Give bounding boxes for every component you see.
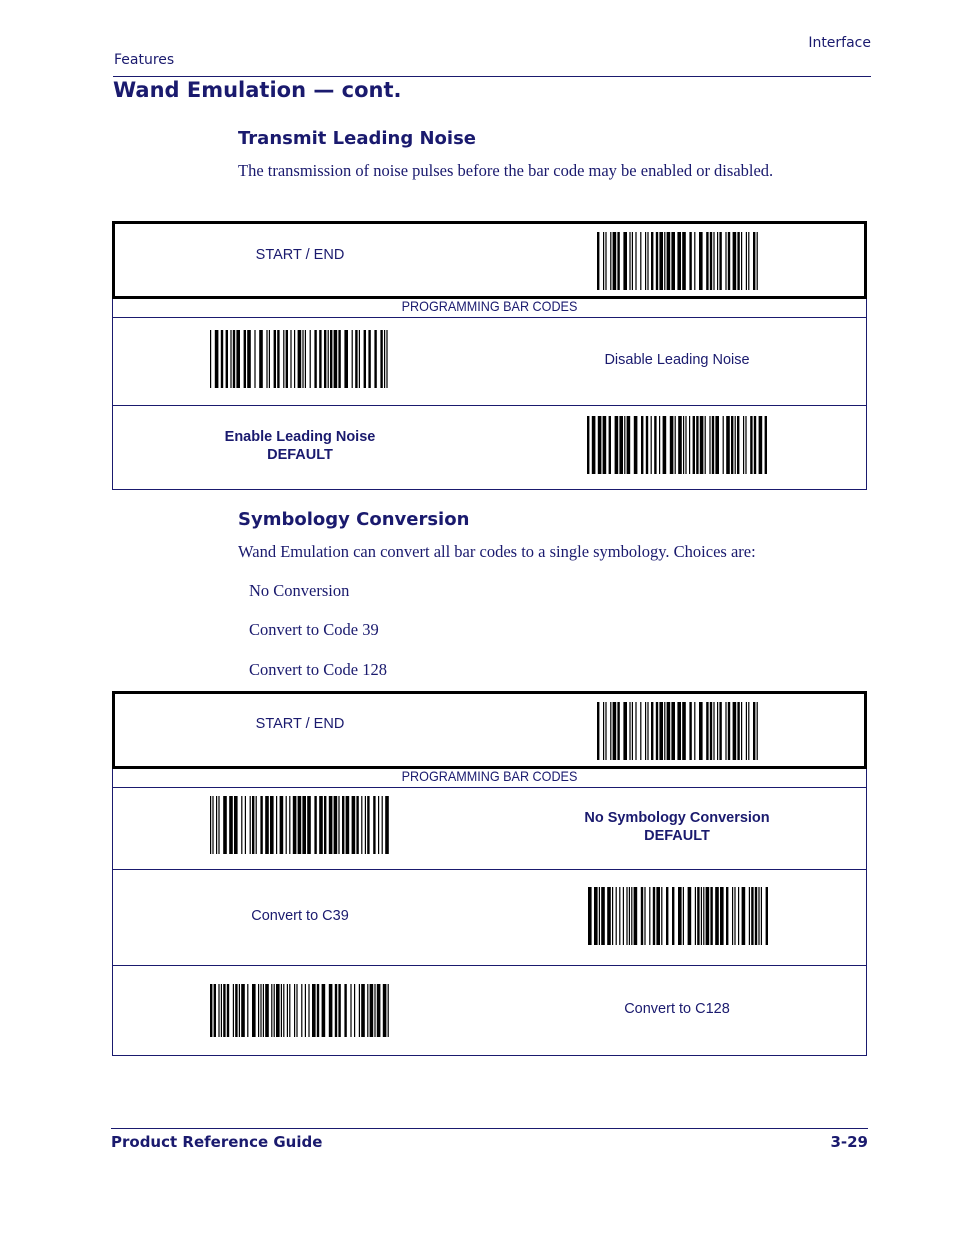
start-end-barcode[interactable]: [597, 232, 759, 290]
no-symbology-conversion-barcode[interactable]: [210, 796, 390, 854]
leading-noise-start-end-label: START / END: [255, 247, 345, 263]
programming-bar-codes-label: PROGRAMMING BAR CODES: [401, 768, 578, 784]
no-symbology-conversion-text: No Symbology Conversion: [584, 810, 770, 826]
leading-noise-title: Transmit Leading Noise: [238, 128, 477, 149]
row-divider: [113, 787, 866, 788]
enable-leading-noise-barcode[interactable]: [587, 416, 767, 474]
leading-noise-description: The transmission of noise pulses before the bar code may be enabled or disabled.: [238, 161, 774, 180]
convert-c128-barcode[interactable]: [210, 984, 390, 1037]
row-divider: [113, 965, 866, 966]
page-title: Wand Emulation — cont.: [113, 78, 402, 102]
enable-leading-noise-label: [170, 428, 430, 464]
choice-code-128: Convert to Code 128: [249, 660, 387, 679]
programming-bar-codes-label: PROGRAMMING BAR CODES: [401, 298, 578, 314]
symbology-description: Wand Emulation can convert all bar codes to a single symbology. Choices are:: [238, 542, 756, 561]
start-end-barcode[interactable]: [597, 702, 759, 760]
default-marker: DEFAULT: [267, 447, 333, 463]
no-symbology-conversion-label: [547, 809, 807, 845]
choice-no-conversion: No Conversion: [249, 581, 350, 600]
default-marker: DEFAULT: [644, 828, 710, 844]
convert-c39-label: Convert to C39: [251, 908, 349, 924]
row-divider: [113, 869, 866, 870]
symbology-start-end-label: START / END: [255, 716, 345, 732]
symbology-title: Symbology Conversion: [238, 509, 470, 530]
disable-leading-noise-barcode[interactable]: [210, 330, 390, 388]
footer-page-number: 3-29: [830, 1133, 868, 1151]
enable-leading-noise-text: Enable Leading Noise: [224, 429, 376, 445]
footer-guide-title: Product Reference Guide: [111, 1133, 323, 1151]
chapter-header: Interface: [808, 35, 871, 51]
section-header: Features: [114, 52, 175, 68]
convert-c128-label: Convert to C128: [624, 1001, 730, 1017]
row-divider: [113, 405, 866, 406]
header-rule: [113, 76, 871, 77]
footer-rule: [111, 1128, 868, 1129]
row-divider: [113, 317, 866, 318]
disable-leading-noise-label: Disable Leading Noise: [604, 352, 750, 368]
convert-c39-barcode[interactable]: [588, 887, 768, 945]
choice-code-39: Convert to Code 39: [249, 620, 379, 639]
